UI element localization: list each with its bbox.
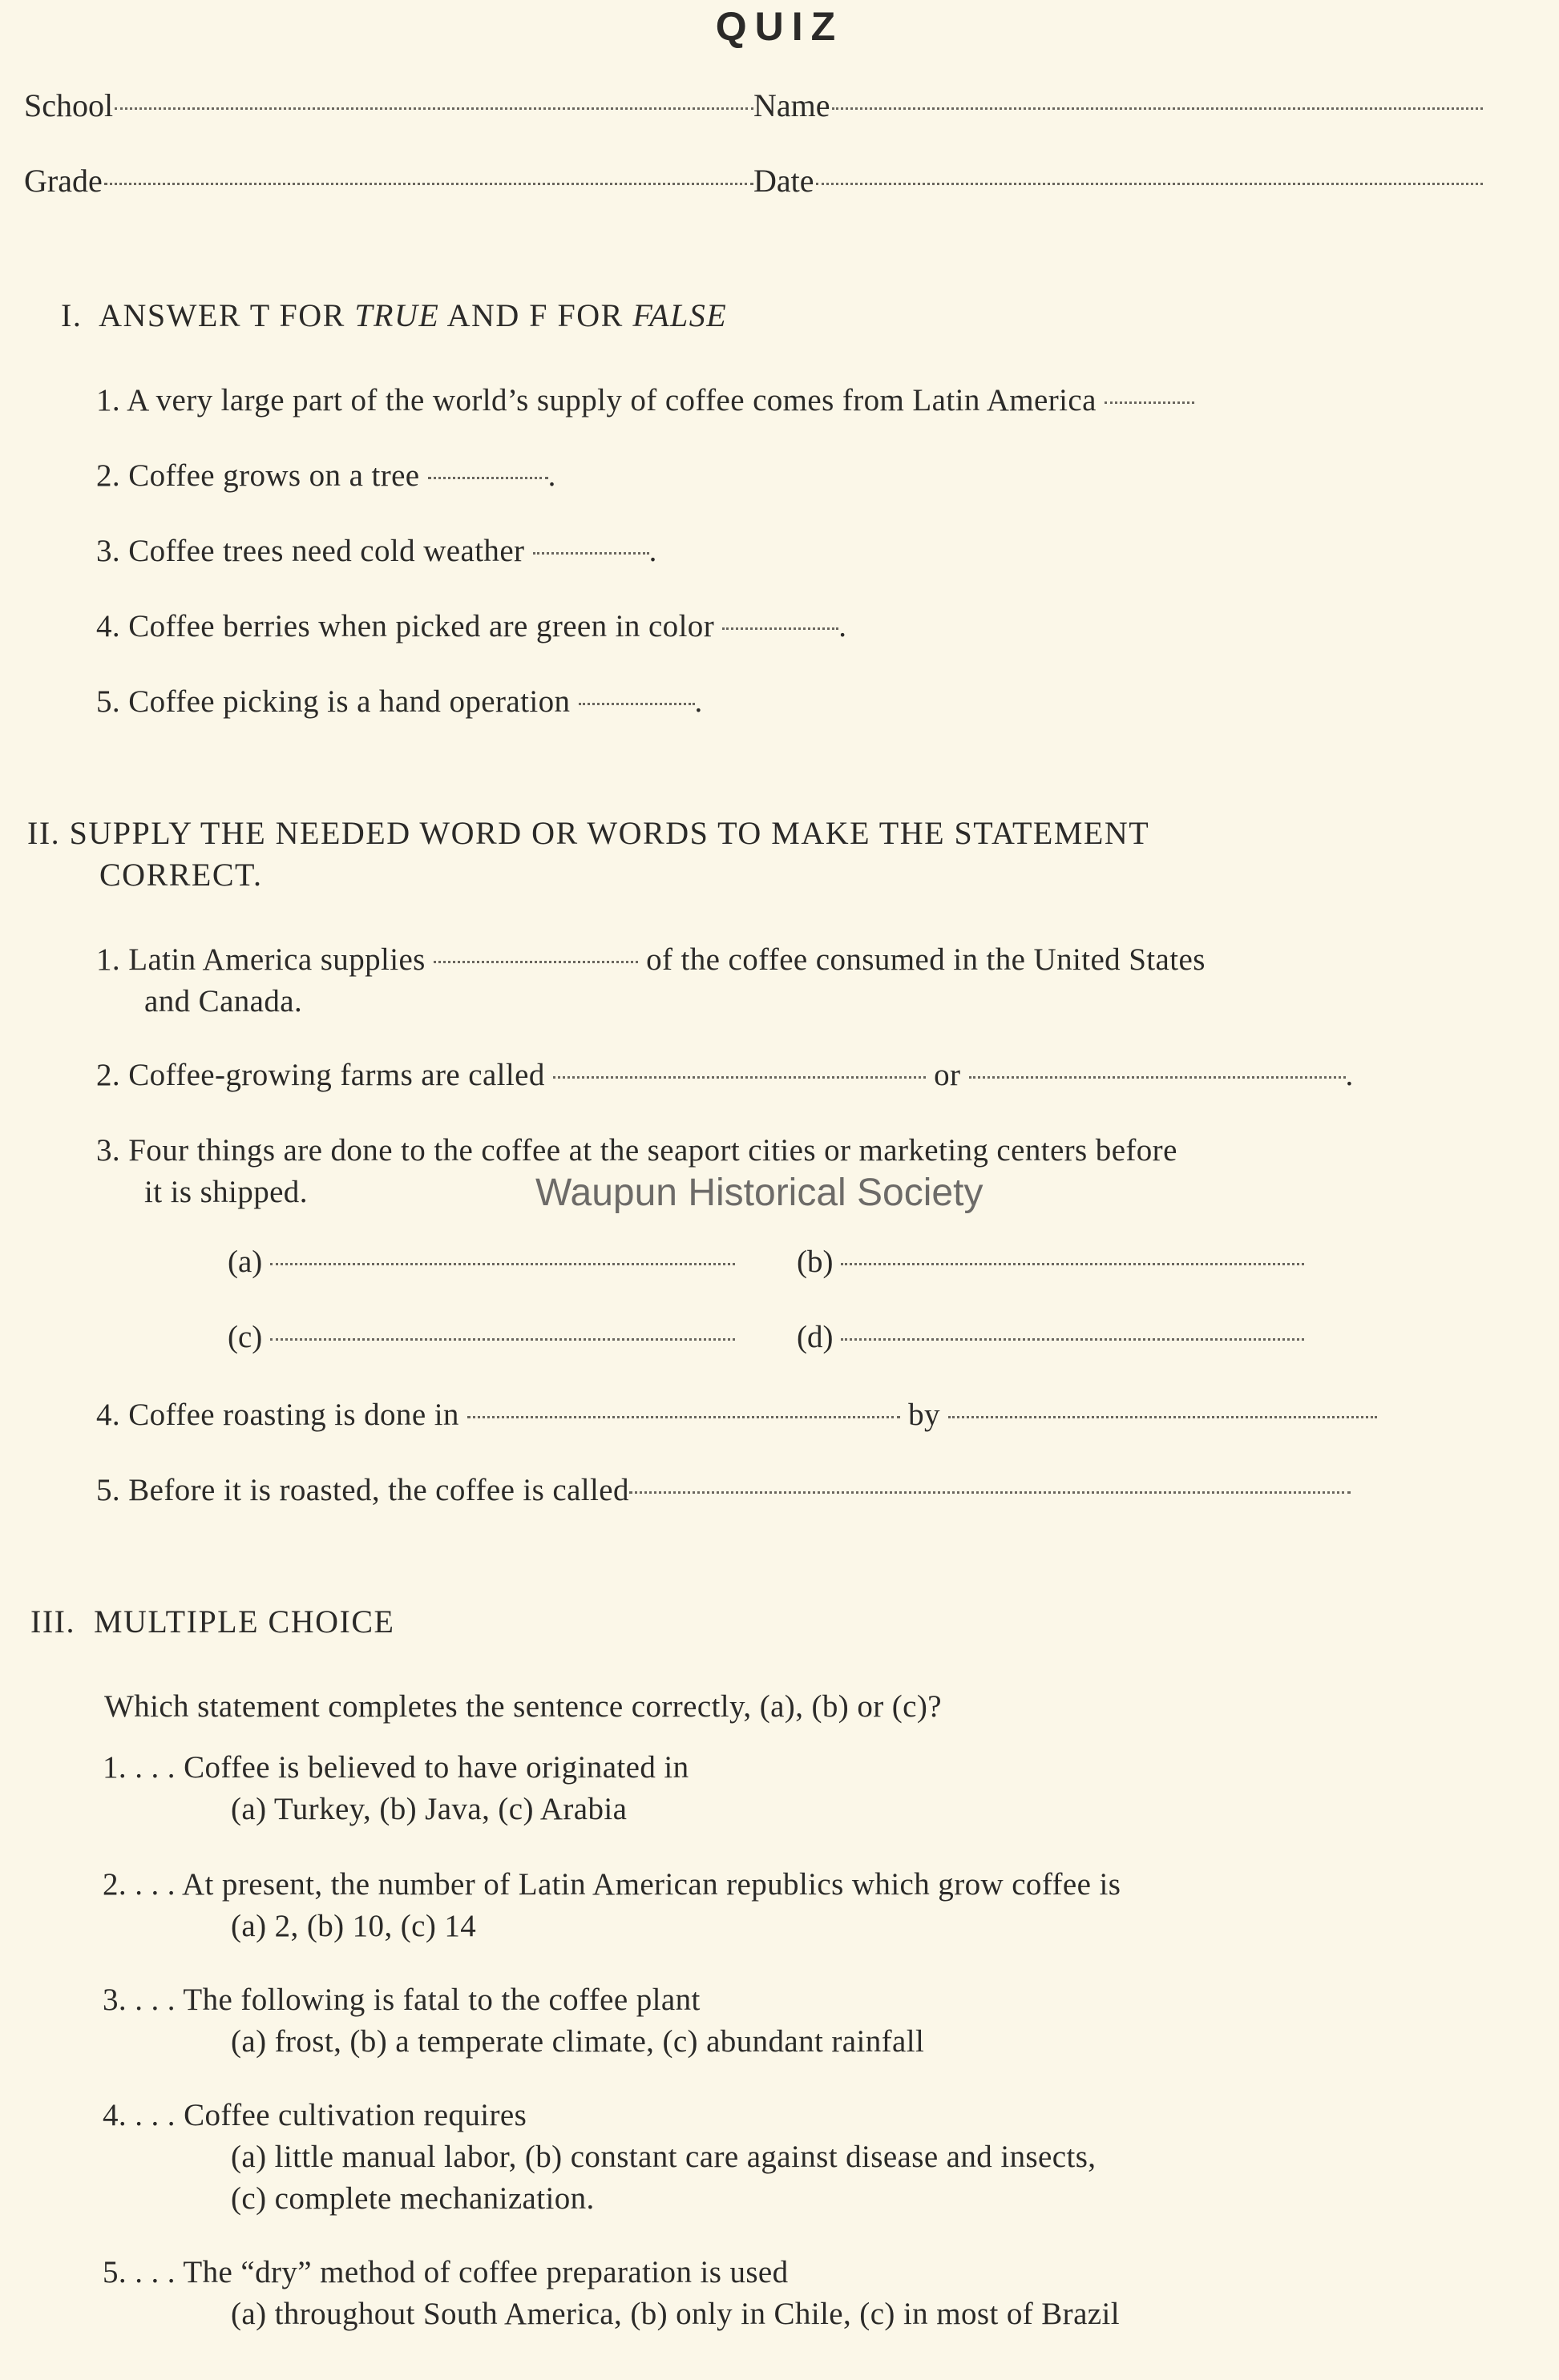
school-label: School [24, 87, 114, 123]
date-blank[interactable] [816, 182, 1483, 185]
tf-question-2: 2. Coffee grows on a tree . [96, 458, 556, 493]
watermark: Waupun Historical Society [535, 1172, 983, 1214]
fill-question-3: 3. Four things are done to the coffee at the seaport cities or marketing centers before it is shipped. [96, 1133, 1177, 1209]
fill-blank-3a[interactable] [270, 1262, 735, 1265]
mc-question-2: 2. . . . At present, the number of Latin American republics which grow coffee is (a) 2, (b) 10, (c) 14 [103, 1867, 1121, 1943]
tf-answer-blank-4[interactable] [722, 627, 838, 630]
date-field[interactable] [753, 162, 1483, 200]
fill-blank-3d[interactable] [841, 1337, 1304, 1341]
name-field[interactable] [753, 87, 1483, 124]
mc-question-4: 4. . . . Coffee cultivation requires (a) little manual labor, (b) constant care against disease and insects, (c) complete mechanization. [103, 2098, 1097, 2216]
header-row-grade-date [24, 162, 1483, 200]
grade-field[interactable] [24, 162, 753, 200]
fill-question-1: 1. Latin America supplies of the coffee consumed in the United States and Canada. [96, 942, 1206, 1019]
mc-question-3: 3. . . . The following is fatal to the coffee plant (a) frost, (b) a temperate climate, (c) abundant rainfall [103, 1983, 925, 2059]
section-2-number: II. [27, 815, 61, 851]
fill-option-b: (b) [797, 1244, 1304, 1280]
tf-question-1: 1. A very large part of the world’s supply of coffee comes from Latin America [96, 380, 1194, 422]
tf-answer-blank-2[interactable] [428, 476, 548, 479]
tf-question-3: 3. Coffee trees need cold weather . [96, 534, 657, 568]
fill-blank-4a[interactable] [467, 1415, 900, 1418]
mc-question-1: 1. . . . Coffee is believed to have originated in (a) Turkey, (b) Java, (c) Arabia [103, 1750, 689, 1826]
tf-question-4: 4. Coffee berries when picked are green in color . [96, 609, 847, 643]
section-2-heading: II. SUPPLY THE NEEDED WORD OR WORDS TO MAKE THE STATEMENT CORRECT. [27, 815, 1150, 893]
fill-option-d: (d) [797, 1319, 1304, 1355]
tf-answer-blank-5[interactable] [579, 702, 695, 705]
school-blank[interactable] [115, 107, 753, 110]
grade-label: Grade [24, 163, 103, 199]
fill-question-4: 4. Coffee roasting is done in by [96, 1394, 1377, 1436]
fill-question-5: 5. Before it is roasted, the coffee is called [96, 1470, 1351, 1511]
tf-question-5: 5. Coffee picking is a hand operation . [96, 684, 703, 719]
name-blank[interactable] [832, 107, 1483, 110]
fill-option-c: (c) [228, 1319, 735, 1355]
school-field[interactable] [24, 87, 753, 124]
mc-instruction: Which statement completes the sentence correctly, (a), (b) or (c)? [104, 1689, 942, 1724]
grade-blank[interactable] [104, 182, 753, 185]
fill-blank-3c[interactable] [270, 1337, 735, 1341]
fill-blank-2a[interactable] [553, 1075, 926, 1079]
header-row-school-name [24, 87, 1483, 124]
name-label: Name [753, 87, 830, 123]
mc-question-5: 5. . . . The “dry” method of coffee preparation is used (a) throughout South America, (b) only in Chile, (c) in most of Brazil [103, 2255, 1120, 2331]
fill-question-2: 2. Coffee-growing farms are called or . [96, 1058, 1354, 1092]
fill-option-a: (a) [228, 1244, 735, 1280]
fill-blank-4b[interactable] [948, 1415, 1377, 1418]
fill-blank-5[interactable] [629, 1491, 1351, 1494]
tf-answer-blank-1[interactable] [1105, 401, 1194, 404]
section-3-number: III. [30, 1603, 75, 1640]
section-1-number: I. [61, 297, 83, 333]
section-1-heading: I. ANSWER T FOR TRUE AND F FOR FALSE [61, 297, 728, 333]
tf-answer-blank-3[interactable] [533, 551, 649, 555]
page-title: QUIZ [715, 4, 844, 49]
fill-blank-1[interactable] [434, 960, 638, 963]
fill-blank-2b[interactable] [969, 1075, 1346, 1079]
section-3-heading: III. MULTIPLE CHOICE [30, 1603, 395, 1640]
date-label: Date [753, 163, 814, 199]
fill-blank-3b[interactable] [841, 1262, 1304, 1265]
